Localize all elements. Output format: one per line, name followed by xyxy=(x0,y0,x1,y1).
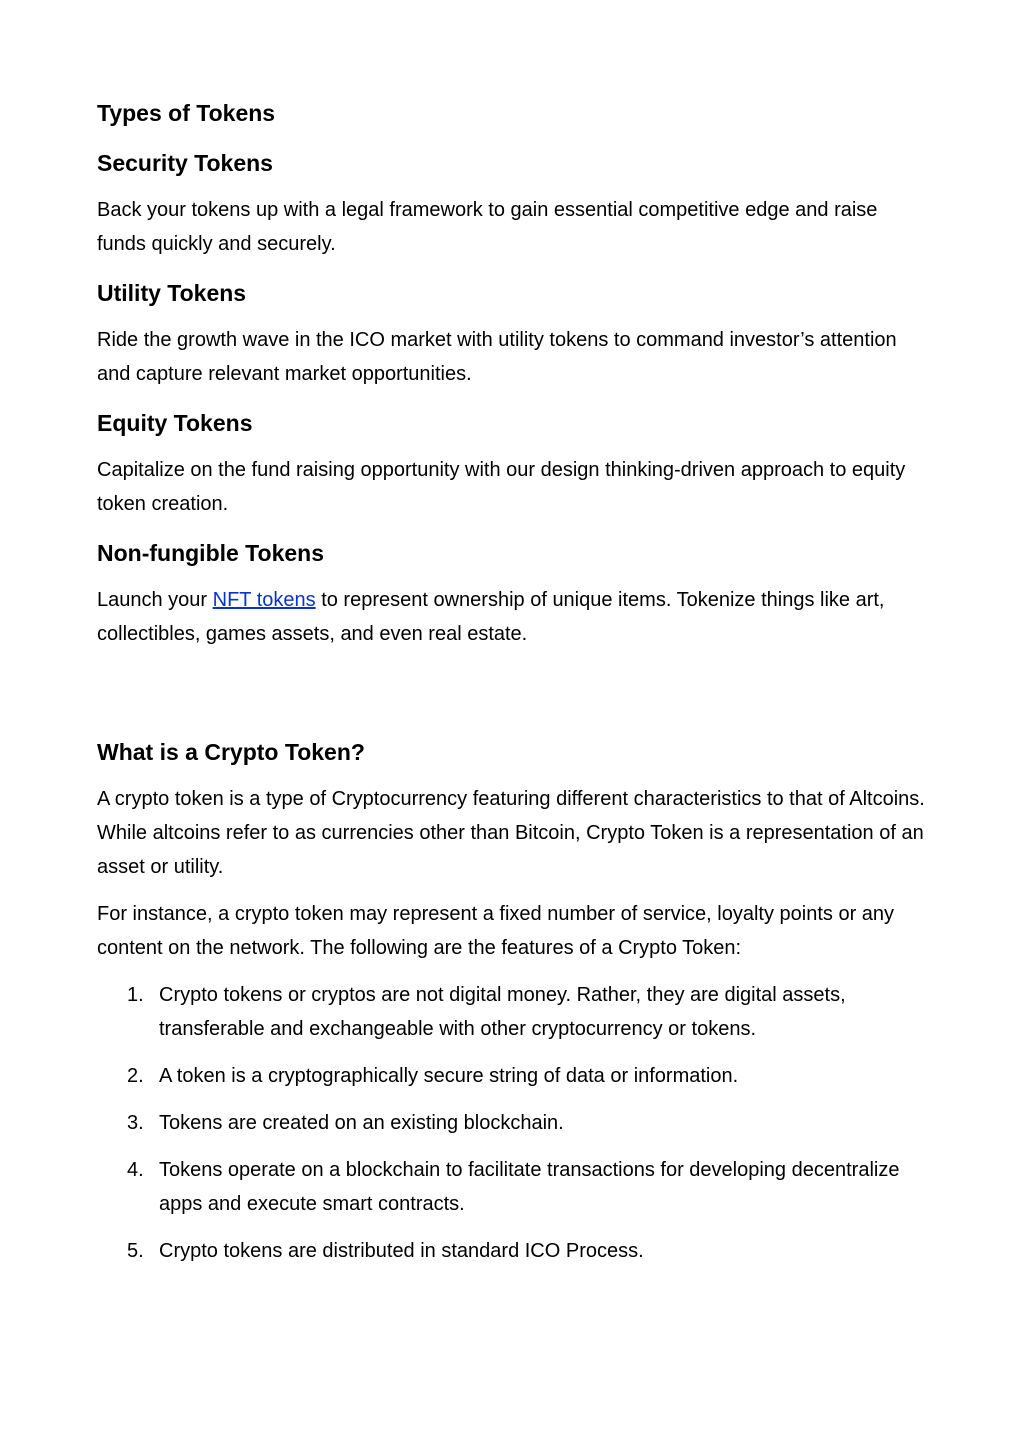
list-item xyxy=(97,1106,927,1140)
utility-tokens-heading: Utility Tokens xyxy=(97,280,247,306)
crypto-token-heading: What is a Crypto Token? xyxy=(97,739,365,765)
list-item-number: 1. xyxy=(127,984,144,1006)
crypto-token-para-2: For instance, a crypto token may represent a fixed number of service, loyalty points or any content on the network. The following are the features of a Crypto Token: xyxy=(97,903,895,959)
types-of-tokens-heading: Types of Tokens xyxy=(97,100,276,126)
equity-tokens-heading: Equity Tokens xyxy=(97,410,253,436)
list-item-number: 2. xyxy=(127,1065,144,1087)
equity-tokens-body: Capitalize on the fund raising opportunity with our design thinking-driven approach to equity token creation. xyxy=(97,459,906,515)
list-item-text: Crypto tokens or cryptos are not digital money. Rather, they are digital assets, transferable and exchangeable with other cryptocurrency or tokens. xyxy=(159,984,846,1040)
list-item-text: A token is a cryptographically secure string of data or information. xyxy=(159,1065,739,1087)
list-item xyxy=(97,1153,927,1221)
document-page xyxy=(97,98,927,1268)
crypto-token-para-1: A crypto token is a type of Cryptocurrency featuring different characteristics to that of Altcoins. While altcoins refer to as currencies other than Bitcoin, Crypto Token is a representation of an asset or utility. xyxy=(97,788,925,878)
list-item-number: 3. xyxy=(127,1112,144,1134)
list-item-text: Tokens operate on a blockchain to facilitate transactions for developing decentralize apps and execute smart contracts. xyxy=(159,1159,900,1215)
list-item-text: Tokens are created on an existing blockchain. xyxy=(159,1112,564,1134)
nft-tokens-body xyxy=(97,583,927,651)
nft-body-after-link: to represent ownership of unique items. Tokenize things like art, collectibles, games assets, and even real estate. xyxy=(97,589,885,645)
utility-tokens-body: Ride the growth wave in the ICO market with utility tokens to command investor’s attention and capture relevant market opportunities. xyxy=(97,329,897,385)
list-item-text: Crypto tokens are distributed in standard ICO Process. xyxy=(159,1240,644,1262)
crypto-features-list xyxy=(97,978,927,1268)
nft-tokens-heading: Non-fungible Tokens xyxy=(97,540,325,566)
list-item xyxy=(97,978,927,1046)
list-item-number: 5. xyxy=(127,1240,144,1262)
list-item xyxy=(97,1234,927,1268)
list-item-number: 4. xyxy=(127,1159,144,1181)
list-item xyxy=(97,1059,927,1093)
nft-body-before-link: Launch your xyxy=(97,589,213,611)
security-tokens-body: Back your tokens up with a legal framework to gain essential competitive edge and raise funds quickly and securely. xyxy=(97,199,878,255)
nft-tokens-link[interactable]: NFT tokens xyxy=(212,589,316,611)
security-tokens-heading: Security Tokens xyxy=(97,150,273,176)
